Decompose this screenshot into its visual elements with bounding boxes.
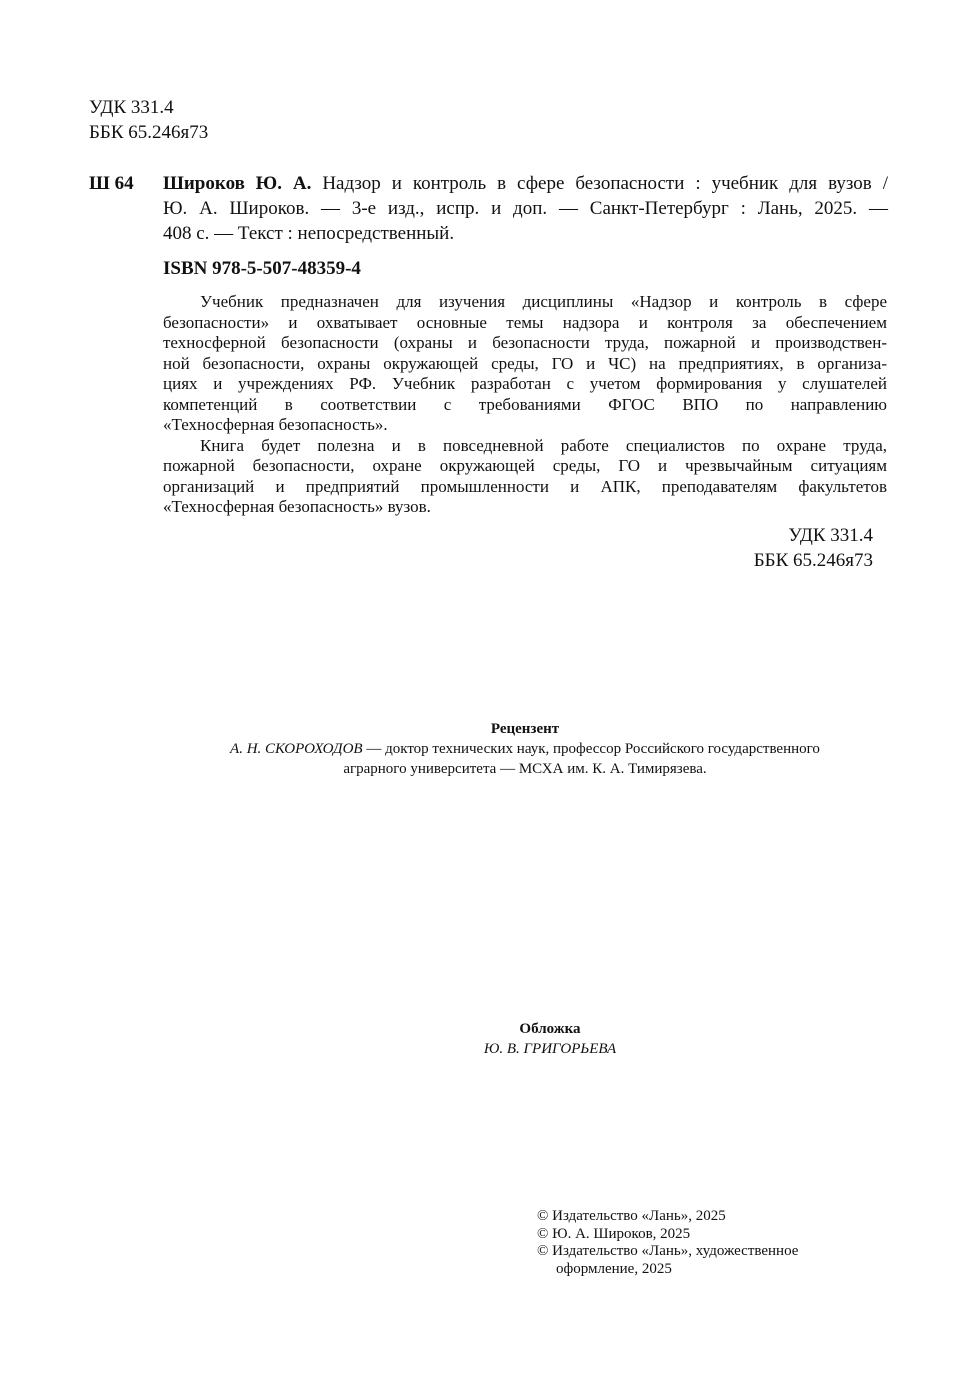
cover-credit-block: [300, 1019, 800, 1059]
reviewer-heading: Рецензент: [490, 721, 560, 737]
biblio-line-3: 408 с. — Текст : непосредственный.: [163, 223, 455, 244]
annotation-line: Книга будет полезна и в повседневной работе специалистов по охране труда,: [200, 435, 887, 455]
annotation-line: Учебник предназначен для изучения дисциплины «Надзор и контроль в сфере: [200, 292, 887, 311]
reviewer-description: — доктор технических наук, профессор Российского государственного: [362, 741, 820, 757]
copyright-line: оформление, 2025: [556, 1260, 672, 1277]
annotation-line: техносферной безопасности (охраны и безопасности труда, пожарной и производствен-: [163, 333, 887, 352]
author-mark: Ш 64: [89, 173, 134, 194]
bbk-code: ББК 65.246я73: [89, 122, 209, 143]
annotation-line: «Техносферная безопасность».: [163, 415, 388, 434]
annotation-line: безопасности» и охватывает основные темы надзора и контроля за обеспечением: [163, 312, 887, 332]
classification-block-right: [700, 523, 873, 573]
biblio-author: Широков Ю. А.: [163, 173, 312, 194]
annotation-line: пожарной безопасности, охране окружающей среды, ГО и чрезвычайным ситуациям: [163, 456, 887, 475]
biblio-title: Надзор и контроль в сфере безопасности : учебник для вузов /: [311, 173, 888, 194]
reviewer-name: А. Н. СКОРОХОДОВ: [230, 741, 363, 757]
classification-block-top: [89, 95, 208, 145]
cover-designer-name: Ю. В. ГРИГОРЬЕВА: [483, 1041, 617, 1057]
copyright-block: [537, 1208, 798, 1278]
copyright-line: © Ю. А. Широков, 2025: [537, 1225, 691, 1242]
biblio-line-2: Ю. А. Широков. — 3-е изд., испр. и доп. — Санкт-Петербург : Лань, 2025. —: [163, 198, 888, 219]
annotation: [163, 292, 887, 518]
biblio-line-1: [163, 171, 888, 196]
annotation-line: компетенций в соответствии с требованиями ФГОС ВПО по направлению: [163, 394, 887, 414]
bibliographic-record: [163, 171, 888, 246]
cover-heading: Обложка: [519, 1021, 581, 1037]
annotation-line: организаций и предприятий промышленности и АПК, преподавателям факультетов: [163, 476, 887, 496]
udk-code-right: УДК 331.4: [788, 525, 873, 546]
copyright-line: © Издательство «Лань», художественное: [537, 1243, 799, 1259]
copyright-line: © Издательство «Лань», 2025: [537, 1208, 726, 1224]
bbk-code-right: ББК 65.246я73: [753, 550, 873, 571]
annotation-line: «Техносферная безопасность» вузов.: [163, 497, 431, 516]
isbn: ISBN 978-5-507-48359-4: [163, 258, 361, 279]
reviewer-block: [130, 719, 920, 779]
reviewer-line-1: [130, 739, 920, 759]
annotation-line: циях и учреждениях РФ. Учебник разработан с учетом формирования у слушателей: [163, 374, 887, 393]
reviewer-line-2: аграрного университета — МСХА им. К. А. Тимирязева.: [343, 761, 707, 777]
annotation-line: ной безопасности, охраны окружающей среды, ГО и ЧС) на предприятиях, в организа-: [163, 353, 887, 373]
udk-code: УДК 331.4: [89, 97, 174, 118]
